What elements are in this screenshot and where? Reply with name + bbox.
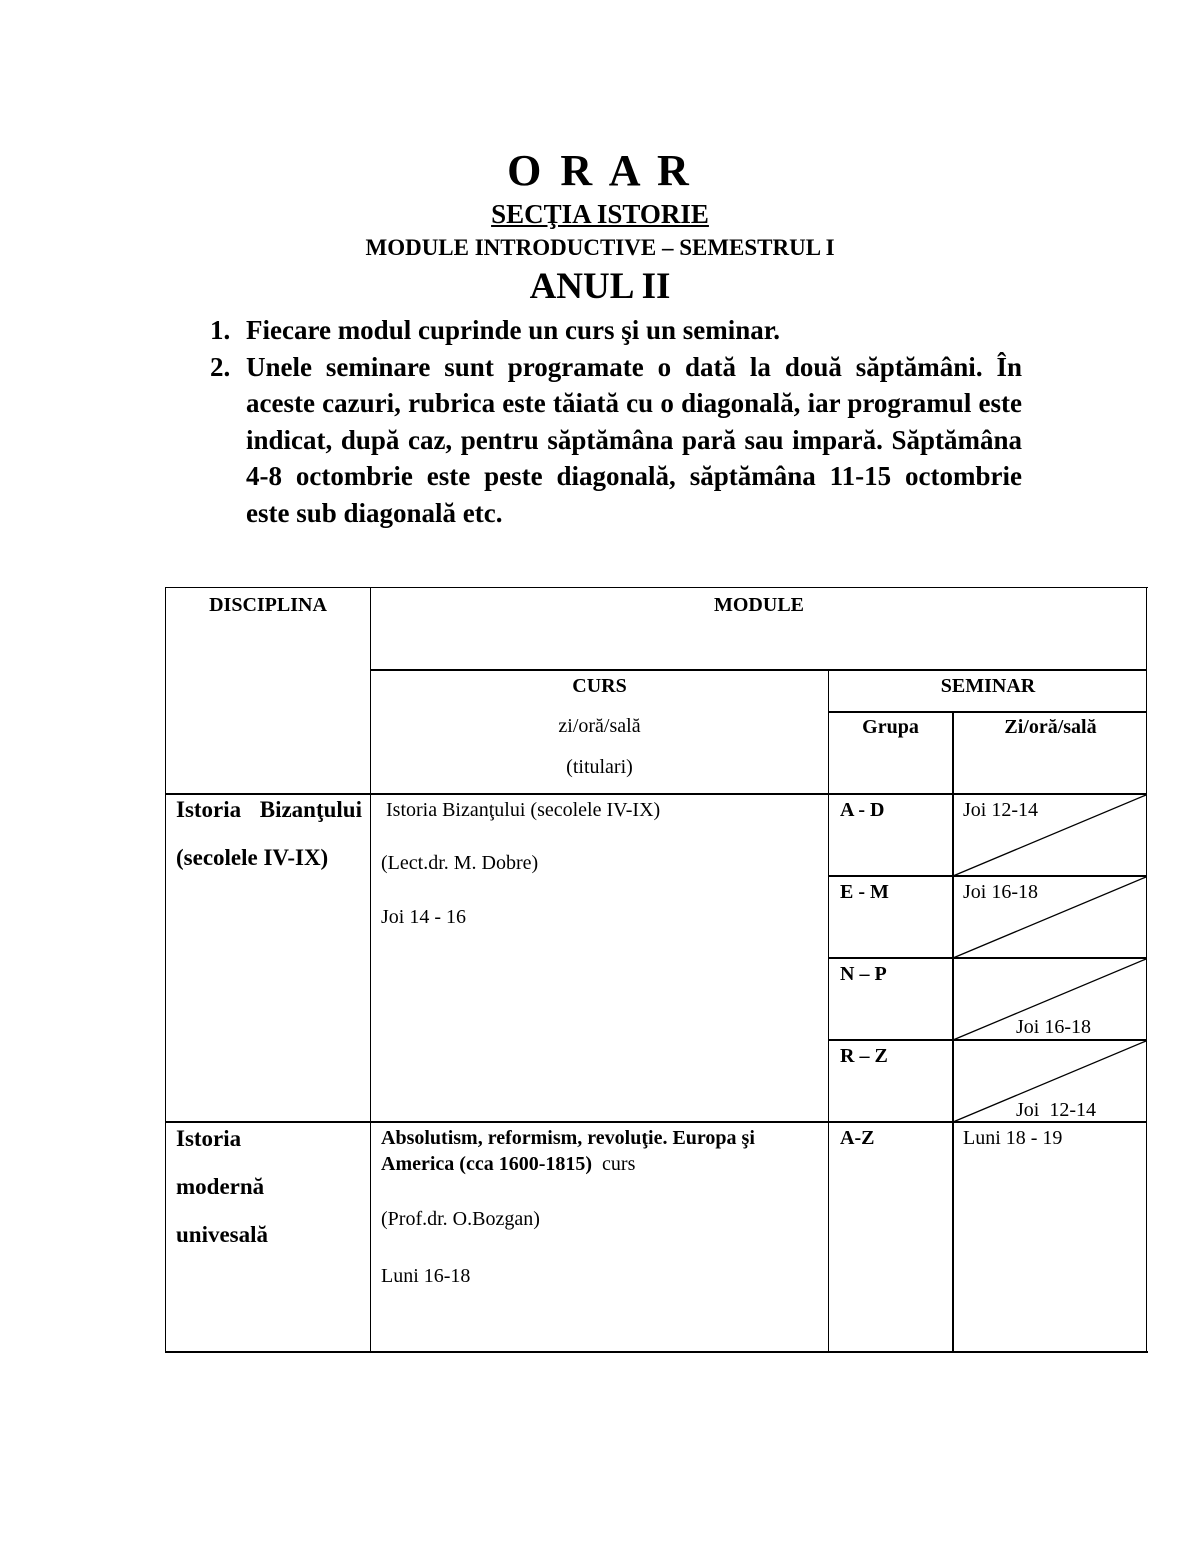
header-disciplina: DISCIPLINA (209, 594, 327, 616)
course-title-suffix: curs (592, 1153, 636, 1175)
year-title: ANUL II (529, 266, 671, 307)
header-zi-ora-sala: Zi/oră/sală (1004, 716, 1097, 738)
header-module: MODULE (714, 594, 804, 616)
course-time: Luni 16-18 (381, 1265, 471, 1287)
seminar-time-above: Joi 12-14 (963, 799, 1038, 821)
group-label: A-Z (840, 1127, 875, 1149)
header-curs-titulari: (titulari) (566, 756, 633, 778)
seminar-time: Luni 18 - 19 (963, 1127, 1063, 1149)
header-grupa: Grupa (862, 716, 919, 738)
header-curs: CURS (572, 675, 627, 697)
seminar-time-below: Joi 12-14 (1016, 1099, 1096, 1121)
section-title: SECŢIA ISTORIE (491, 199, 709, 229)
course-title-bold: Absolutism, reformism, revoluţie. Europa şi America (cca 1600-1815) (381, 1127, 759, 1175)
group-label: N – P (840, 963, 887, 985)
course-teacher: (Prof.dr. O.Bozgan) (381, 1208, 540, 1230)
course-teacher: (Lect.dr. M. Dobre) (381, 852, 539, 874)
note-number: 1. (210, 315, 231, 345)
note-text: Fiecare modul cuprinde un curs şi un seminar. (246, 315, 781, 345)
note-number: 2. (210, 351, 231, 382)
group-label: E - M (840, 881, 889, 903)
group-label: R – Z (840, 1045, 888, 1067)
group-label: A - D (840, 799, 885, 821)
course-title (381, 1125, 821, 1177)
modules-subtitle: MODULE INTRODUCTIVE – SEMESTRUL I (365, 235, 835, 260)
course-title: Istoria Bizanţului (secolele IV-IX) (386, 799, 661, 821)
seminar-time-below: Joi 16-18 (1016, 1016, 1091, 1038)
seminar-time-above: Joi 16-18 (963, 881, 1038, 903)
header-seminar: SEMINAR (940, 675, 1036, 697)
discipline-name: Istoria modernă univesală (176, 1126, 269, 1247)
discipline-name: Istoria Bizanţului (secolele IV-IX) (176, 797, 362, 870)
course-time: Joi 14 - 16 (381, 906, 466, 928)
document-title: O R A R (507, 146, 693, 195)
note-text: Unele seminare sunt programate o dată la două săptămâni. În aceste cazuri, rubrica este tăiată cu o diagonală, iar programul este indicat, după caz, pentru săptămâna pară sau impară. Săptămâna 4-8 octombrie este peste diagonală, săptămâna 11-15 octombrie este sub diagonală etc. (246, 351, 1022, 528)
header-curs-subtitle: zi/oră/sală (558, 715, 641, 737)
